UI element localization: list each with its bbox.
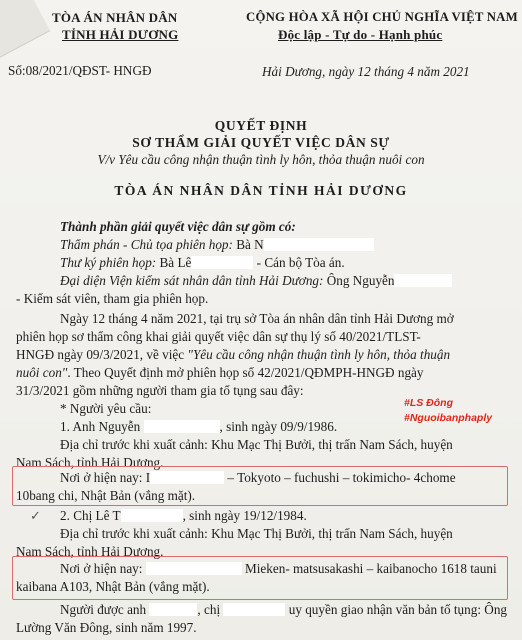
judge-value: Bà N xyxy=(236,237,264,252)
case-subject-quote: nuôi con" xyxy=(16,365,68,380)
composition-heading: Thành phần giải quyết việc dân sự gồm có: xyxy=(60,219,296,234)
national-motto: Độc lập - Tự do - Hạnh phúc xyxy=(278,27,443,42)
clerk-label: Thư ký phiên họp: xyxy=(60,255,157,270)
petitioner-heading: * Người yêu cầu: xyxy=(60,401,152,416)
residence-label: Nơi ở hiện nay: I xyxy=(60,470,151,485)
document-subtitle: SƠ THẨM GIẢI QUYẾT VIỆC DÂN SỰ xyxy=(132,135,390,150)
person2-residence-cont: kaibana A103, Nhật Bản (vắng mặt). xyxy=(16,579,210,594)
person1-residence xyxy=(60,470,456,486)
document-subject: V/v Yêu cầu công nhận thuận tình ly hôn, thỏa thuận nuôi con xyxy=(97,152,425,167)
redaction xyxy=(121,509,183,522)
paragraph-line: phiên họp sơ thẩm công khai giải quyết việc dân sự thụ lý số 40/2021/TLST- xyxy=(16,329,421,344)
paragraph-line: Ngày 12 tháng 4 năm 2021, tại trụ sở Tòa án nhân dân tỉnh Hải Dương mở xyxy=(60,311,454,326)
clerk-value: Bà Lê xyxy=(159,255,192,270)
redaction xyxy=(144,420,220,433)
authorized-text: Người được anh xyxy=(60,602,147,617)
court-name-line1: TÒA ÁN NHÂN DÂN xyxy=(52,10,178,25)
paragraph-line: 31/3/2021 gồm những người tham gia tố tụng sau đây: xyxy=(16,383,304,398)
redaction xyxy=(150,471,224,484)
watermark-tag-lawyer: #LS Đông xyxy=(404,397,453,409)
residence-address: Mieken- matsusakashi – kaibanocho 1618 tauni xyxy=(245,561,497,576)
document-title: QUYẾT ĐỊNH xyxy=(214,118,308,133)
person1-address: Địa chỉ trước khi xuất cảnh: Khu Mạc Thị Bưởi, thị trấn Nam Sách, huyện xyxy=(60,437,453,452)
residence-label: Nơi ở hiện nay: xyxy=(60,561,143,576)
person2-line xyxy=(60,508,307,524)
issue-date: Hải Dương, ngày 12 tháng 4 năm 2021 xyxy=(262,64,470,79)
person1-line xyxy=(60,419,337,435)
authorized-text: , chị xyxy=(197,602,221,617)
clerk-suffix: - Cán bộ Tòa án. xyxy=(256,255,345,270)
clerk-line xyxy=(60,255,345,271)
watermark-tag-site: #Nguoibanphaply xyxy=(404,412,493,424)
paragraph-line xyxy=(16,347,450,363)
person1-residence-cont: 10bang chi, Nhật Bản (vắng mặt). xyxy=(16,488,196,503)
person2-residence xyxy=(60,561,497,577)
person1-name: 1. Anh Nguyễn xyxy=(60,419,141,434)
redaction xyxy=(149,603,197,616)
redaction xyxy=(264,238,374,251)
residence-address: – Tokyoto – fuchushi – tokimicho- 4chome xyxy=(227,470,456,485)
redaction xyxy=(191,256,253,269)
court-name-line2: TỈNH HẢI DƯƠNG xyxy=(62,27,179,42)
person1-birth: , sinh ngày 09/9/1986. xyxy=(219,419,338,434)
check-mark-icon: ✓ xyxy=(30,508,42,523)
issuing-court: TÒA ÁN NHÂN DÂN TỈNH HẢI DƯƠNG xyxy=(114,183,408,198)
procurator-line xyxy=(60,273,452,289)
authorized-person-line xyxy=(60,602,507,618)
paragraph-line xyxy=(16,365,424,381)
redaction xyxy=(394,274,452,287)
decision-number: Số:08/2021/QĐST- HNGĐ xyxy=(8,63,152,78)
redaction xyxy=(146,562,242,575)
redaction xyxy=(223,603,285,616)
case-subject-quote: "Yêu cầu công nhận thuận tình ly hôn, thỏa thuận xyxy=(187,347,451,362)
paragraph-text: HNGĐ ngày 09/3/2021, về việc xyxy=(16,347,185,362)
authorized-text: uy quyền giao nhận văn bản tố tụng: Ông xyxy=(288,602,508,617)
person2-address-cont: Nam Sách, tỉnh Hải Dương. xyxy=(16,544,164,559)
paragraph-text: . Theo Quyết định mở phiên họp số 42/2021/QĐMPH-HNGĐ ngày xyxy=(67,365,424,380)
person1-address-cont: Nam Sách, tỉnh Hải Dương. xyxy=(16,455,164,470)
procurator-value: Ông Nguyễn xyxy=(326,273,395,288)
republic-name: CỘNG HÒA XÃ HỘI CHỦ NGHĨA VIỆT NAM xyxy=(246,10,518,24)
person2-birth: , sinh ngày 19/12/1984. xyxy=(182,508,307,523)
person2-name: 2. Chị Lê T xyxy=(60,508,121,523)
person2-address: Địa chỉ trước khi xuất cảnh: Khu Mạc Thị Bưởi, thị trấn Nam Sách, huyện xyxy=(60,526,453,541)
procurator-label: Đại diện Viện kiểm sát nhân dân tỉnh Hải Dương: xyxy=(60,273,324,288)
judge-label: Thẩm phán - Chủ tọa phiên họp: xyxy=(60,237,233,252)
judge-line xyxy=(60,237,374,253)
folded-corner xyxy=(0,0,50,64)
procurator-continuation: - Kiểm sát viên, tham gia phiên họp. xyxy=(16,291,209,306)
authorized-person-cont: Lường Văn Đông, sinh năm 1997. xyxy=(16,620,197,635)
